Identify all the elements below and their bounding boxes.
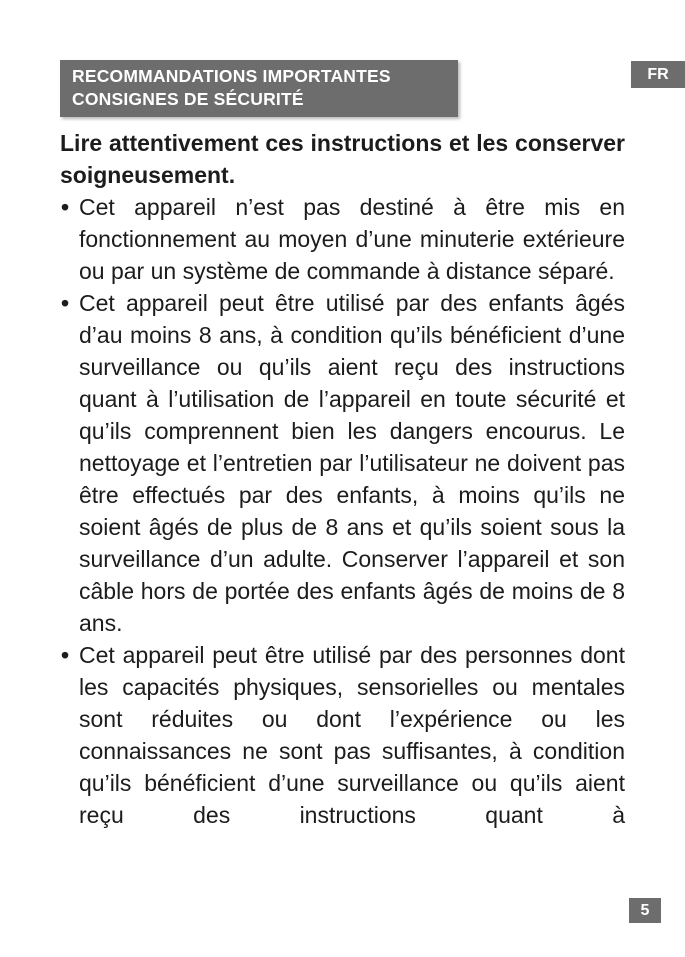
page-number-badge: 5 [629, 898, 661, 923]
list-item: • Cet appareil peut être utilisé par des personnes dont les capacités physiques, sensorielles ou mentales sont réduites ou dont l’expérience ou les connaissances ne sont pas suffisantes, à condition qu’ils bénéficient d’une surveillance ou qu’ils aient reçu des instructions quant à [60, 639, 625, 831]
intro-text: Lire attentivement ces instructions et les conserver soigneusement. [60, 130, 625, 188]
banner-title-line2: CONSIGNES DE SÉCURITÉ [72, 89, 304, 109]
page-body [60, 127, 625, 831]
bullet-list [60, 191, 625, 831]
section-banner [60, 60, 458, 117]
language-badge: FR [631, 61, 685, 88]
list-item: • Cet appareil peut être utilisé par des enfants âgés d’au moins 8 ans, à condition qu’ils bénéficient d’une surveillance ou qu’ils aient reçu des instructions quant à l’utilisation de l’appareil en toute sécurité et qu’ils comprennent bien les dangers encourus. Le nettoyage et l’entretien par l’utilisateur ne doivent pas être effectués par des enfants, à moins qu’ils ne soient âgés de plus de 8 ans et qu’ils soient sous la surveillance d’un adulte. Conserver l’appareil et son câble hors de portée des enfants âgés de moins de 8 ans. [60, 287, 625, 639]
banner-title-line1: RECOMMANDATIONS IMPORTANTES [72, 66, 391, 86]
list-item: • Cet appareil n’est pas destiné à être mis en fonctionnement au moyen d’une minuterie extérieure ou par un système de commande à distance séparé. [60, 191, 625, 287]
